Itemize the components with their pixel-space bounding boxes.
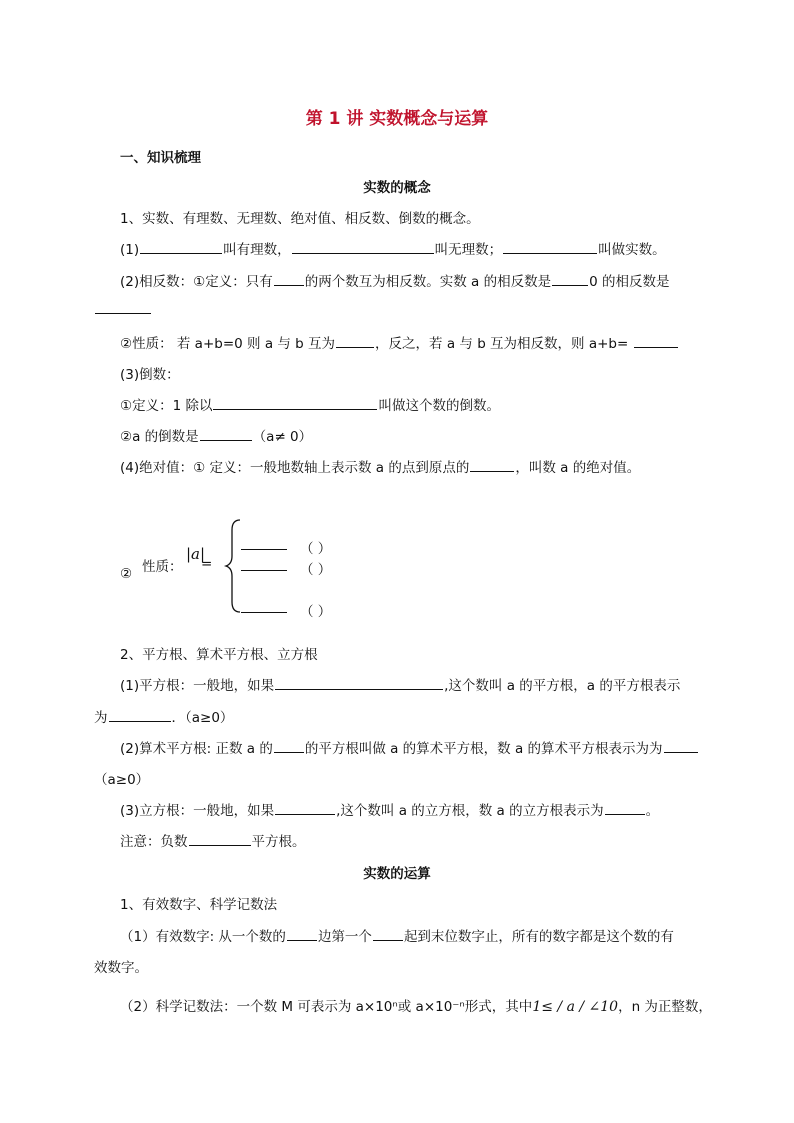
- text: (4)绝对值：① 定义：一般地数轴上表示数 a 的点到原点的: [120, 460, 470, 476]
- blank: [95, 300, 151, 314]
- blank: [241, 557, 287, 571]
- text: 的平方根叫做 a 的算术平方根，数 a 的算术平方根表示为为: [304, 741, 663, 757]
- blank: [274, 739, 304, 753]
- blank: [140, 240, 222, 254]
- text: 注意：负数: [120, 834, 188, 850]
- paragraph-3: [120, 270, 669, 290]
- text: (2)算术平方根: 正数 a 的: [120, 741, 273, 757]
- abs-case-1-condition: （ ）: [300, 541, 332, 557]
- paragraph-2: [120, 238, 666, 258]
- abs-case-3: [240, 599, 288, 617]
- page-title: 第 1 讲 实数概念与运算: [305, 109, 489, 129]
- abs-case-3-condition: （ ）: [300, 604, 332, 620]
- text: (3)立方根：一般地，如果: [120, 803, 275, 819]
- paragraph-13: （a≥0）: [94, 772, 150, 788]
- text: 边第一个: [317, 929, 372, 945]
- paragraph-17: [120, 925, 674, 945]
- blank: [241, 599, 287, 613]
- abs-case-1: [240, 536, 288, 554]
- blank: [605, 801, 645, 815]
- text: （a≠ 0）: [252, 429, 313, 445]
- paragraph-4: [120, 332, 679, 352]
- paragraph-8: [120, 456, 640, 476]
- text: ,这个数叫 a 的立方根，数 a 的立方根表示为: [336, 803, 604, 819]
- blank: [109, 708, 171, 722]
- section-heading: 一、知识梳理: [120, 150, 201, 166]
- text: 起到末位数字止，所有的数字都是这个数的有: [403, 929, 674, 945]
- text: (2)相反数：①定义：只有: [120, 274, 273, 290]
- blank: [634, 334, 678, 348]
- paragraph-14: [120, 799, 659, 819]
- text: 叫做实数。: [598, 242, 666, 258]
- subheading-operations: 实数的运算: [363, 866, 431, 882]
- abs-value-symbol: |a|: [186, 545, 206, 563]
- paragraph-9: 2、平方根、算术平方根、立方根: [120, 647, 318, 663]
- paragraph-5: (3)倒数：: [120, 367, 180, 383]
- paragraph-10: [120, 674, 680, 694]
- blank: [200, 427, 252, 441]
- blank: [664, 739, 698, 753]
- paragraph-3-cont: [94, 300, 152, 318]
- blank: [336, 334, 374, 348]
- blank: [292, 240, 434, 254]
- blank: [274, 272, 304, 286]
- paragraph-6: [120, 394, 500, 414]
- text: ，n 为正整数，: [618, 999, 712, 1015]
- text: 叫无理数；: [434, 242, 503, 258]
- blank: [189, 832, 251, 846]
- blank: [373, 927, 403, 941]
- text: ,这个数叫 a 的平方根，a 的平方根表示: [444, 678, 681, 694]
- text: (1): [120, 242, 140, 258]
- blank: [275, 676, 443, 690]
- paragraph-18: 效数字。: [94, 960, 148, 976]
- paragraph-1: 1、实数、有理数、无理数、绝对值、相反数、倒数的概念。: [120, 211, 480, 227]
- blank: [241, 536, 287, 550]
- text: 叫有理数，: [223, 242, 291, 258]
- blank: [287, 927, 317, 941]
- paragraph-11: [94, 706, 233, 726]
- text: ，反之，若 a 与 b 互为相反数，则 a+b=: [375, 336, 633, 352]
- blank: [275, 801, 335, 815]
- text: 平方根。: [251, 834, 306, 850]
- text: ，叫数 a 的绝对值。: [515, 460, 641, 476]
- text: （2）科学记数法：一个数 M 可表示为 a×10ⁿ或 a×10⁻ⁿ形式，其中: [120, 999, 533, 1015]
- paragraph-16: 1、有效数字、科学记数法: [120, 897, 278, 913]
- blank: [213, 396, 377, 410]
- abs-prop-label: 性质：: [142, 559, 183, 575]
- subheading-concept: 实数的概念: [363, 180, 431, 196]
- abs-prop-number: ②: [120, 566, 133, 582]
- text: ．（a≥0）: [171, 710, 234, 726]
- paragraph-15: [120, 830, 306, 850]
- text: 叫做这个数的倒数。: [378, 398, 500, 414]
- text: 的两个数互为相反数。实数 a 的相反数是: [304, 274, 552, 290]
- blank: [552, 272, 588, 286]
- blank: [470, 458, 514, 472]
- text: ②性质： 若 a+b=0 则 a 与 b 互为: [120, 336, 336, 352]
- equals-sign: =: [201, 556, 213, 572]
- abs-case-2: [240, 557, 288, 575]
- text: 为: [94, 710, 108, 726]
- text: （1）有效数字: 从一个数的: [120, 929, 286, 945]
- text: ①定义：1 除以: [120, 398, 213, 414]
- paragraph-19: [120, 995, 712, 1015]
- text: ②a 的倒数是: [120, 429, 199, 445]
- paragraph-12: [120, 737, 699, 757]
- text: 。: [645, 803, 660, 819]
- text: 0 的相反数是: [589, 274, 670, 290]
- formula: 1≤ / a / ∠10: [532, 999, 619, 1015]
- blank: [503, 240, 597, 254]
- text: (1)平方根：一般地，如果: [120, 678, 275, 694]
- abs-case-2-condition: （ ）: [300, 562, 332, 578]
- paragraph-7: [120, 425, 312, 445]
